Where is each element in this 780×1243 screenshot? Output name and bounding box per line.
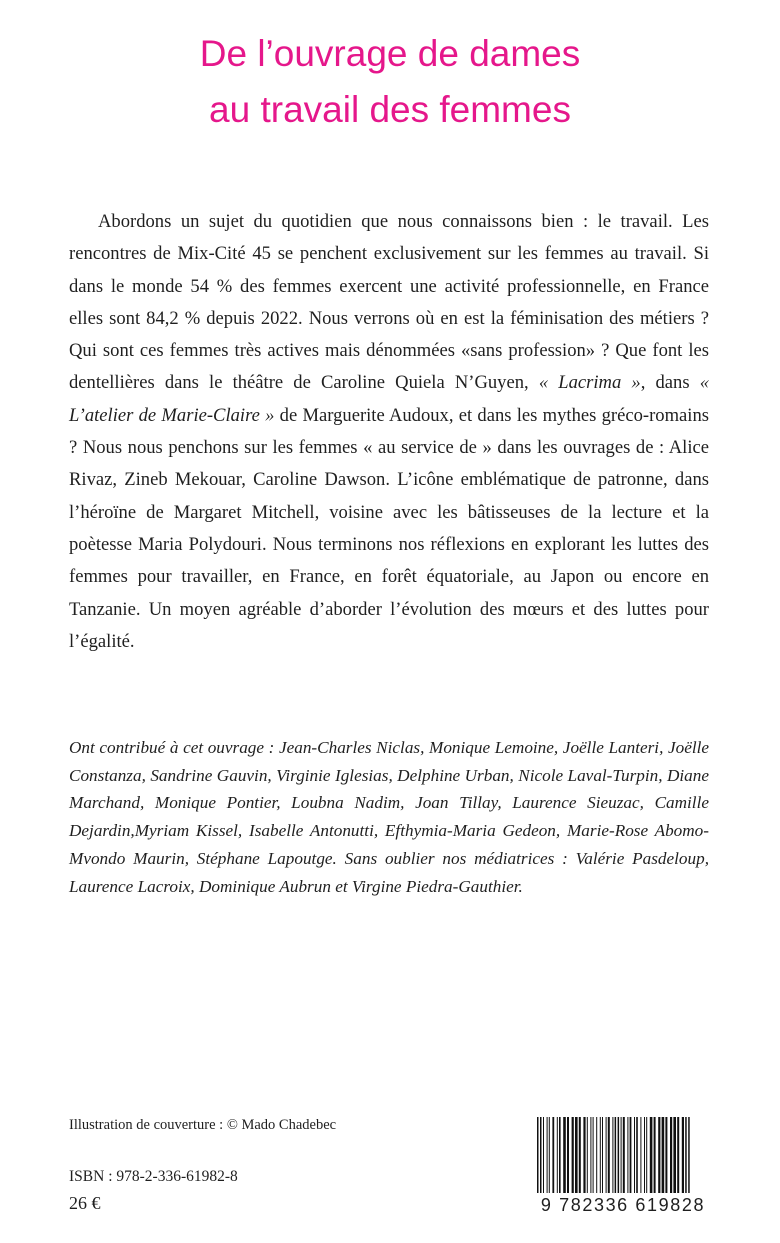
barcode-bar	[662, 1117, 665, 1193]
barcode-bar	[636, 1117, 638, 1193]
contributors-list: Ont contribué à cet ouvrage : Jean-Charles Niclas, Monique Lemoine, Joëlle Lanteri, Joëlle Constanza, Sandrine Gauvin, Virginie Iglesias, Delphine Urban, Nicole Laval-Turpin, Diane Marchand, Monique Pontier, Loubna Nadim, Joan Tillay, Laurence Sieuzac, Camille Dejardin,Myriam Kissel, Isabelle Antonutti, Efthymia-Maria Gedeon, Marie-Rose Abomo-Mvondo Maurin, Stéphane Lapoutge. Sans oublier nos médiatrices : Valérie Pasdeloup, Laurence Lacroix, Dominique Aubrun et Virgine Piedra-Gauthier.	[69, 738, 709, 896]
barcode-bar	[670, 1117, 672, 1193]
title-line-2: au travail des femmes	[209, 89, 571, 130]
isbn: ISBN : 978-2-336-61982-8	[69, 1168, 238, 1185]
barcode-bar	[634, 1117, 635, 1193]
barcode-bar	[547, 1117, 548, 1193]
barcode-bar	[646, 1117, 647, 1193]
barcode-bar	[537, 1117, 539, 1197]
barcode-bar	[650, 1117, 653, 1193]
barcode-bar	[612, 1117, 613, 1193]
blurb-text-2: , dans	[640, 372, 700, 394]
barcode-bar	[654, 1117, 656, 1193]
barcode-bar	[600, 1117, 601, 1193]
barcode-bar	[640, 1117, 641, 1193]
book-title	[0, 26, 780, 138]
barcode-bar	[583, 1117, 585, 1193]
barcode-bar	[590, 1117, 591, 1193]
blurb-work-lacrima: « Lacrima »	[538, 372, 641, 394]
blurb-text-1: Abordons un sujet du quotidien que nous connaissons bien : le travail. Les rencontres de Mix-Cité 45 se penchent exclusivement sur les femmes au travail. Si dans le monde 54 % des femmes exercent une activité professionnelle, en France elles sont 84,2 % depuis 2022. Nous verrons où en est la féminisation des métiers ? Qui sont ces femmes très actives mais dénommées «sans profession» ? Que font les dentellières dans le théâtre de Caroline Quiela N’Guyen,	[69, 211, 709, 394]
illustration-credit: Illustration de couverture : © Mado Chadebec	[69, 1117, 337, 1133]
barcode-bar	[630, 1117, 632, 1193]
barcode-bar	[567, 1117, 569, 1193]
barcode-digits: 9 782336 619828	[533, 1193, 713, 1217]
barcode-bar	[563, 1117, 566, 1193]
blurb-work-atelier: « L’atelier de Marie-Claire »	[69, 372, 709, 426]
barcode-bar	[623, 1117, 625, 1193]
barcode-bar	[644, 1117, 645, 1193]
barcode-bar	[627, 1117, 628, 1193]
barcode-bar	[552, 1117, 554, 1193]
barcode-bar	[677, 1117, 679, 1193]
barcode-bar	[543, 1117, 544, 1193]
barcode-bar	[572, 1117, 574, 1193]
barcode-bar	[559, 1117, 561, 1193]
barcode-bar	[673, 1117, 676, 1193]
barcode-bar	[557, 1117, 558, 1193]
title-line-1: De l’ouvrage de dames	[199, 33, 581, 74]
price: 26 €	[69, 1193, 101, 1213]
barcode-bar	[608, 1117, 610, 1193]
barcode-bar	[682, 1117, 684, 1193]
barcode-bar	[665, 1117, 667, 1193]
barcode-bar	[575, 1117, 578, 1193]
back-cover-blurb	[69, 206, 709, 658]
barcode-bar	[549, 1117, 550, 1193]
barcode-bar	[615, 1117, 617, 1197]
barcode-bar	[621, 1117, 622, 1193]
barcode-bar	[602, 1117, 603, 1193]
barcode-bar	[596, 1117, 597, 1193]
barcode-bar	[587, 1117, 588, 1193]
barcode-bar	[540, 1117, 542, 1197]
barcode-bar	[606, 1117, 607, 1193]
barcode-bar	[685, 1117, 687, 1197]
barcode-bar	[688, 1117, 690, 1197]
barcode-bar	[658, 1117, 660, 1193]
blurb-text-3: de Marguerite Audoux, et dans les mythes gréco-romains ? Nous nous penchons sur les femmes « au service de » dans les ouvrages de : Alice Rivaz, Zineb Mekouar, Caroline Dawson. L’icône emblématique de patronne, dans l’héroïne de Margaret Mitchell, voisine avec les bâtisseuses de la lecture et la poètesse Maria Polydouri. Nous terminons nos réflexions en explorant les luttes des femmes pour travailler, en France, en forêt équatoriale, au Japon ou encore en Tanzanie. Un moyen agréable d’aborder l’évolution des mœurs et des luttes pour l’égalité.	[69, 404, 709, 652]
barcode-bar	[579, 1117, 581, 1193]
barcode-bar	[593, 1117, 594, 1193]
barcode-bar	[618, 1117, 620, 1197]
